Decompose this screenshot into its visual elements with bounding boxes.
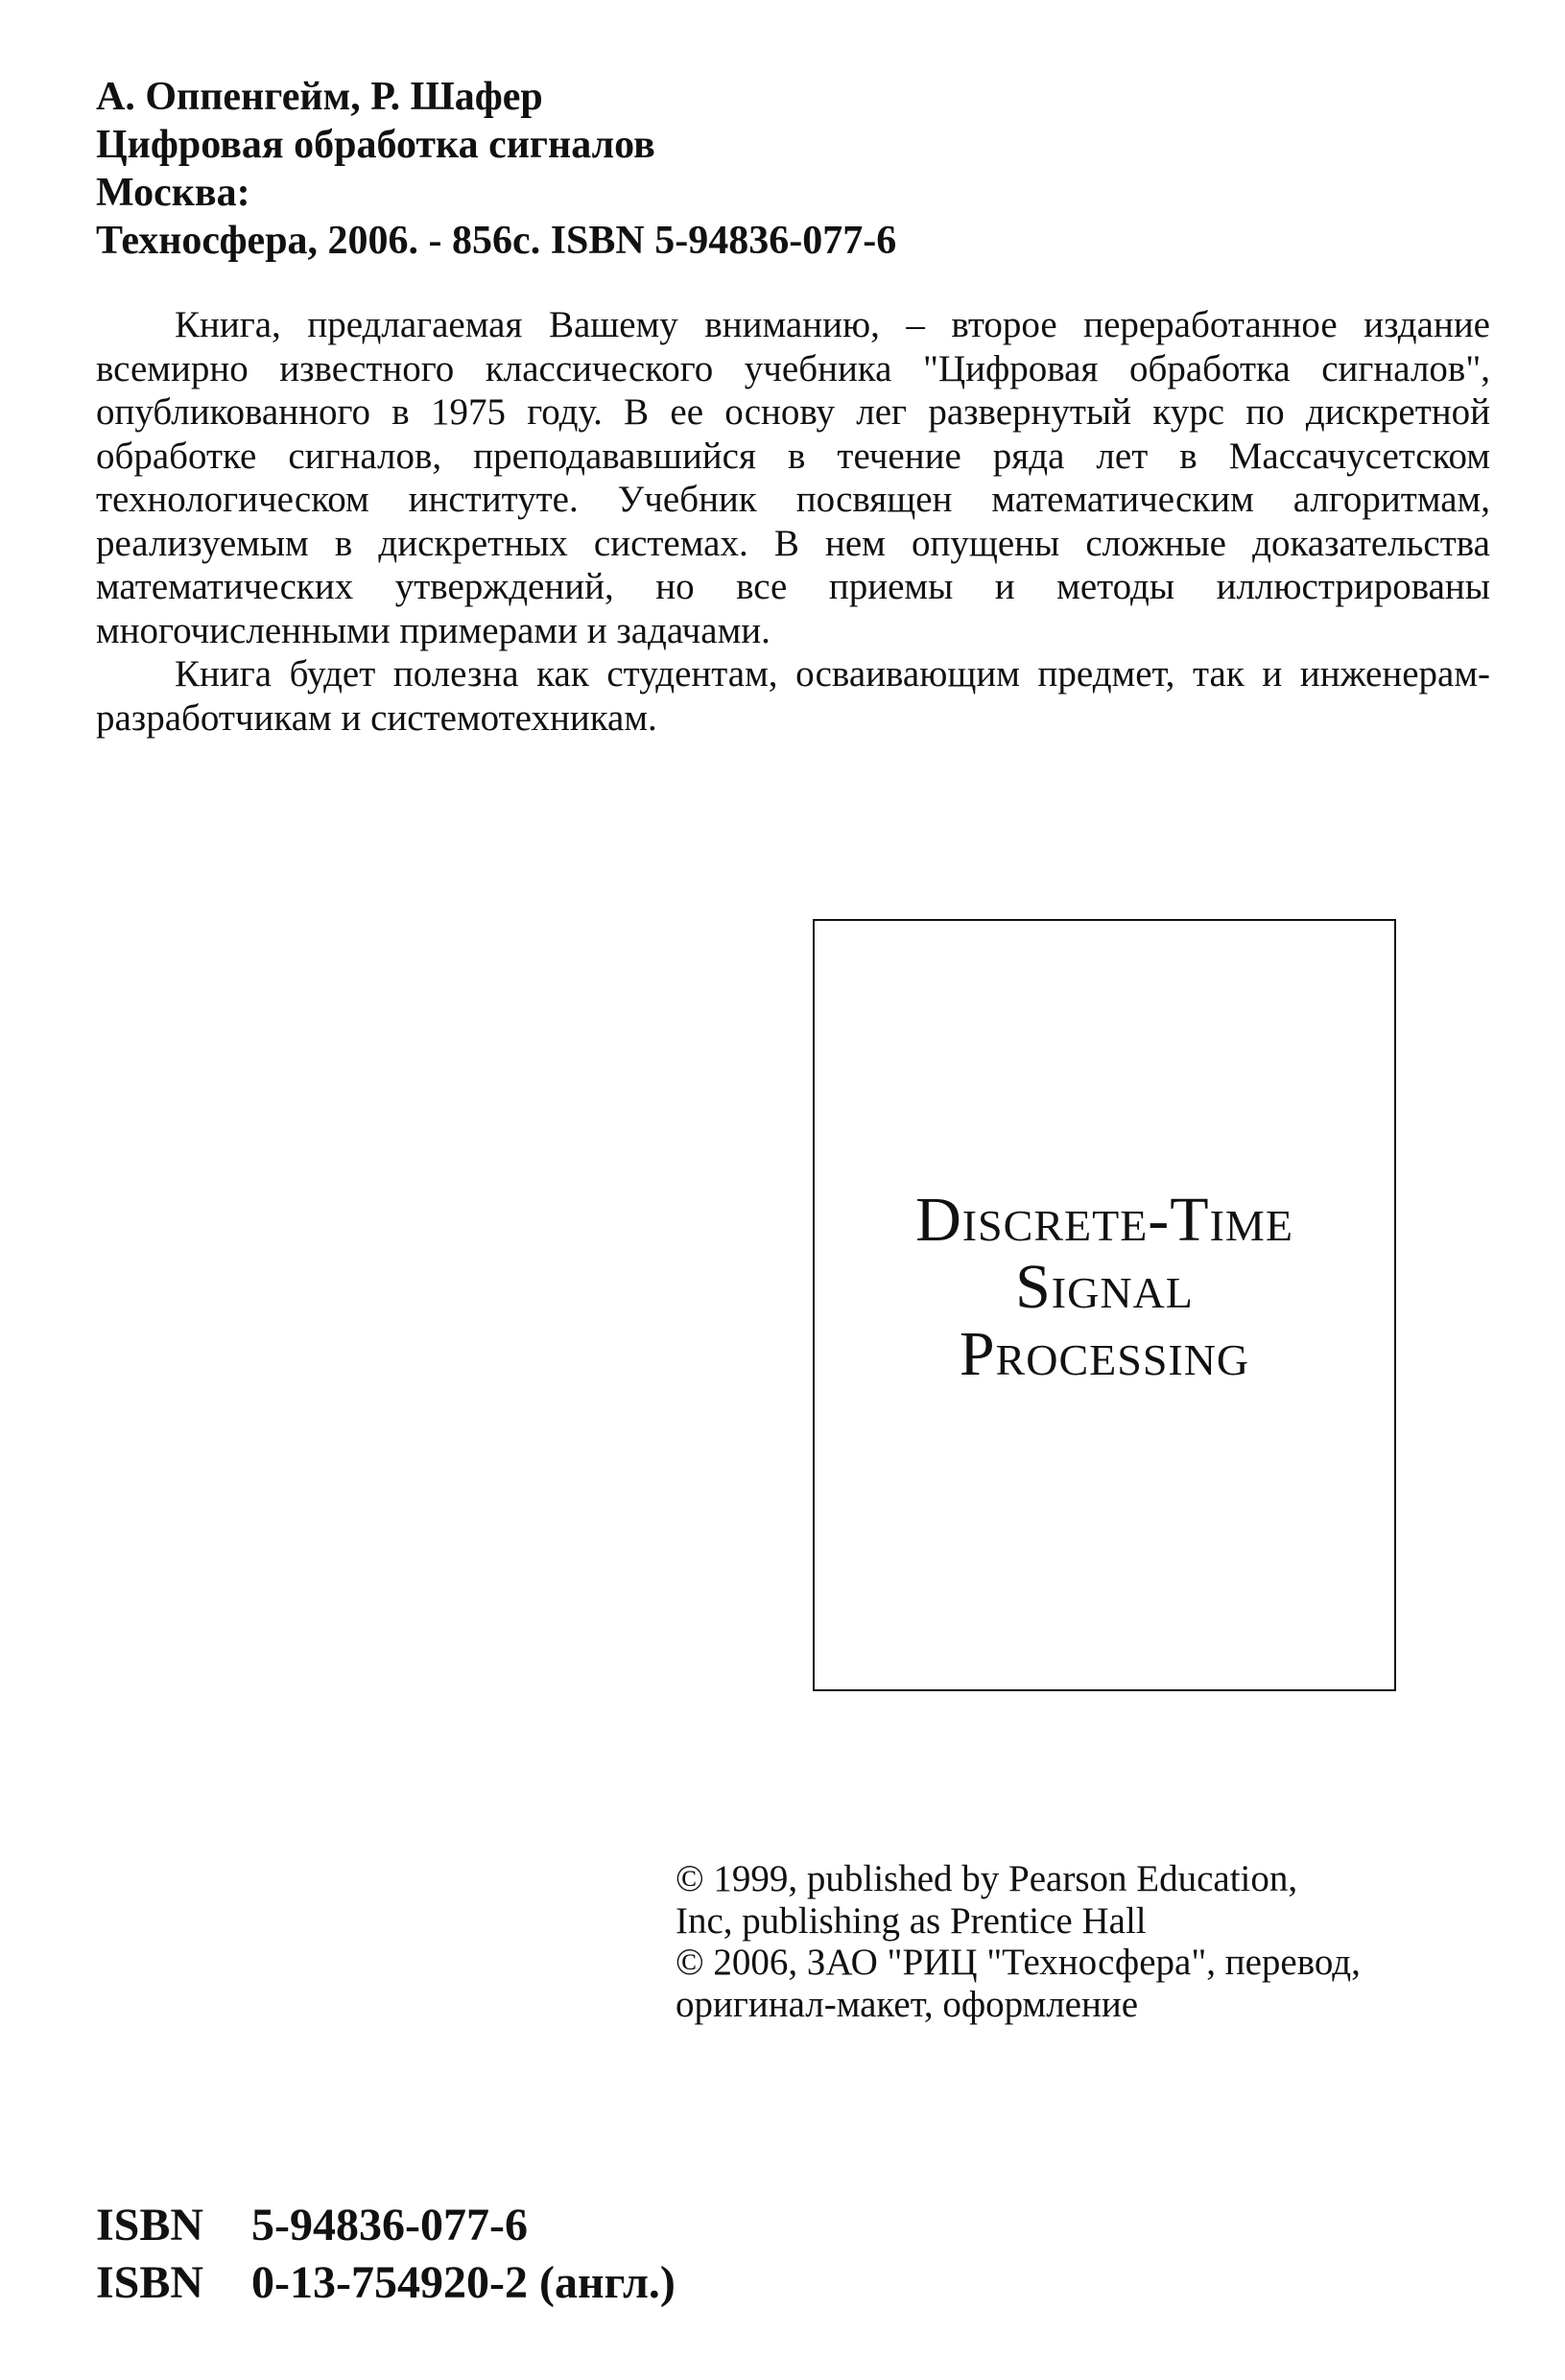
annotation-paragraph: Книга, предлагаемая Вашему вниманию, – второе переработанное издание всемирно известного классического учебника "Цифровая обработка сигналов", опубликованного в 1975 году. В ее основу лег развернутый курс по дискретной обработке сигналов, преподававшийся в течение ряда лет в Массачусетском технологическом институте. Учебник посвящен математическим алгоритмам, реализуемым в дискретных системах. В нем опущены сложные доказательства математических утверждений, но все приемы и методы иллюстрированы многочисленными примерами и задачами.	[96, 304, 1490, 651]
isbn-english	[96, 2254, 676, 2312]
copyright-line: оригинал-макет, оформление	[676, 1983, 1139, 2025]
copyright-line: © 1999, published by Pearson Education,	[676, 1858, 1298, 1899]
copyright-line: Inc, publishing as Prentice Hall	[676, 1899, 1147, 1942]
isbn-label: ISBN	[96, 2257, 204, 2308]
original-title-line: Processing	[959, 1319, 1250, 1389]
isbn-russian-number: 5-94836-077-6	[251, 2200, 528, 2250]
isbn-label: ISBN	[96, 2200, 204, 2250]
copyright-notice	[676, 1858, 1501, 2025]
bibliographic-record	[96, 73, 1478, 265]
authors: А. Оппенгейм, Р. Шафер	[96, 75, 543, 119]
isbn-english-number: 0-13-754920-2 (англ.)	[251, 2257, 676, 2308]
publication-city: Москва:	[96, 171, 250, 215]
annotation-text	[96, 303, 1490, 740]
publisher-line: Техносфера, 2006. - 856с. ISBN 5-94836-077-6	[96, 219, 897, 263]
original-title	[815, 1187, 1394, 1388]
original-title-line: Signal	[1015, 1252, 1194, 1322]
original-title-line: Discrete-Time	[915, 1185, 1293, 1255]
copyright-line: © 2006, ЗАО "РИЦ "Техносфера", перевод,	[676, 1942, 1361, 1983]
original-cover-frame	[813, 919, 1396, 1691]
isbn-russian	[96, 2197, 676, 2254]
isbn-block	[96, 2197, 676, 2312]
annotation-paragraph: Книга будет полезна как студентам, осваивающим предмет, так и инженерам-разработчикам и системотехникам.	[96, 653, 1490, 739]
book-title: Цифровая обработка сигналов	[96, 123, 655, 167]
